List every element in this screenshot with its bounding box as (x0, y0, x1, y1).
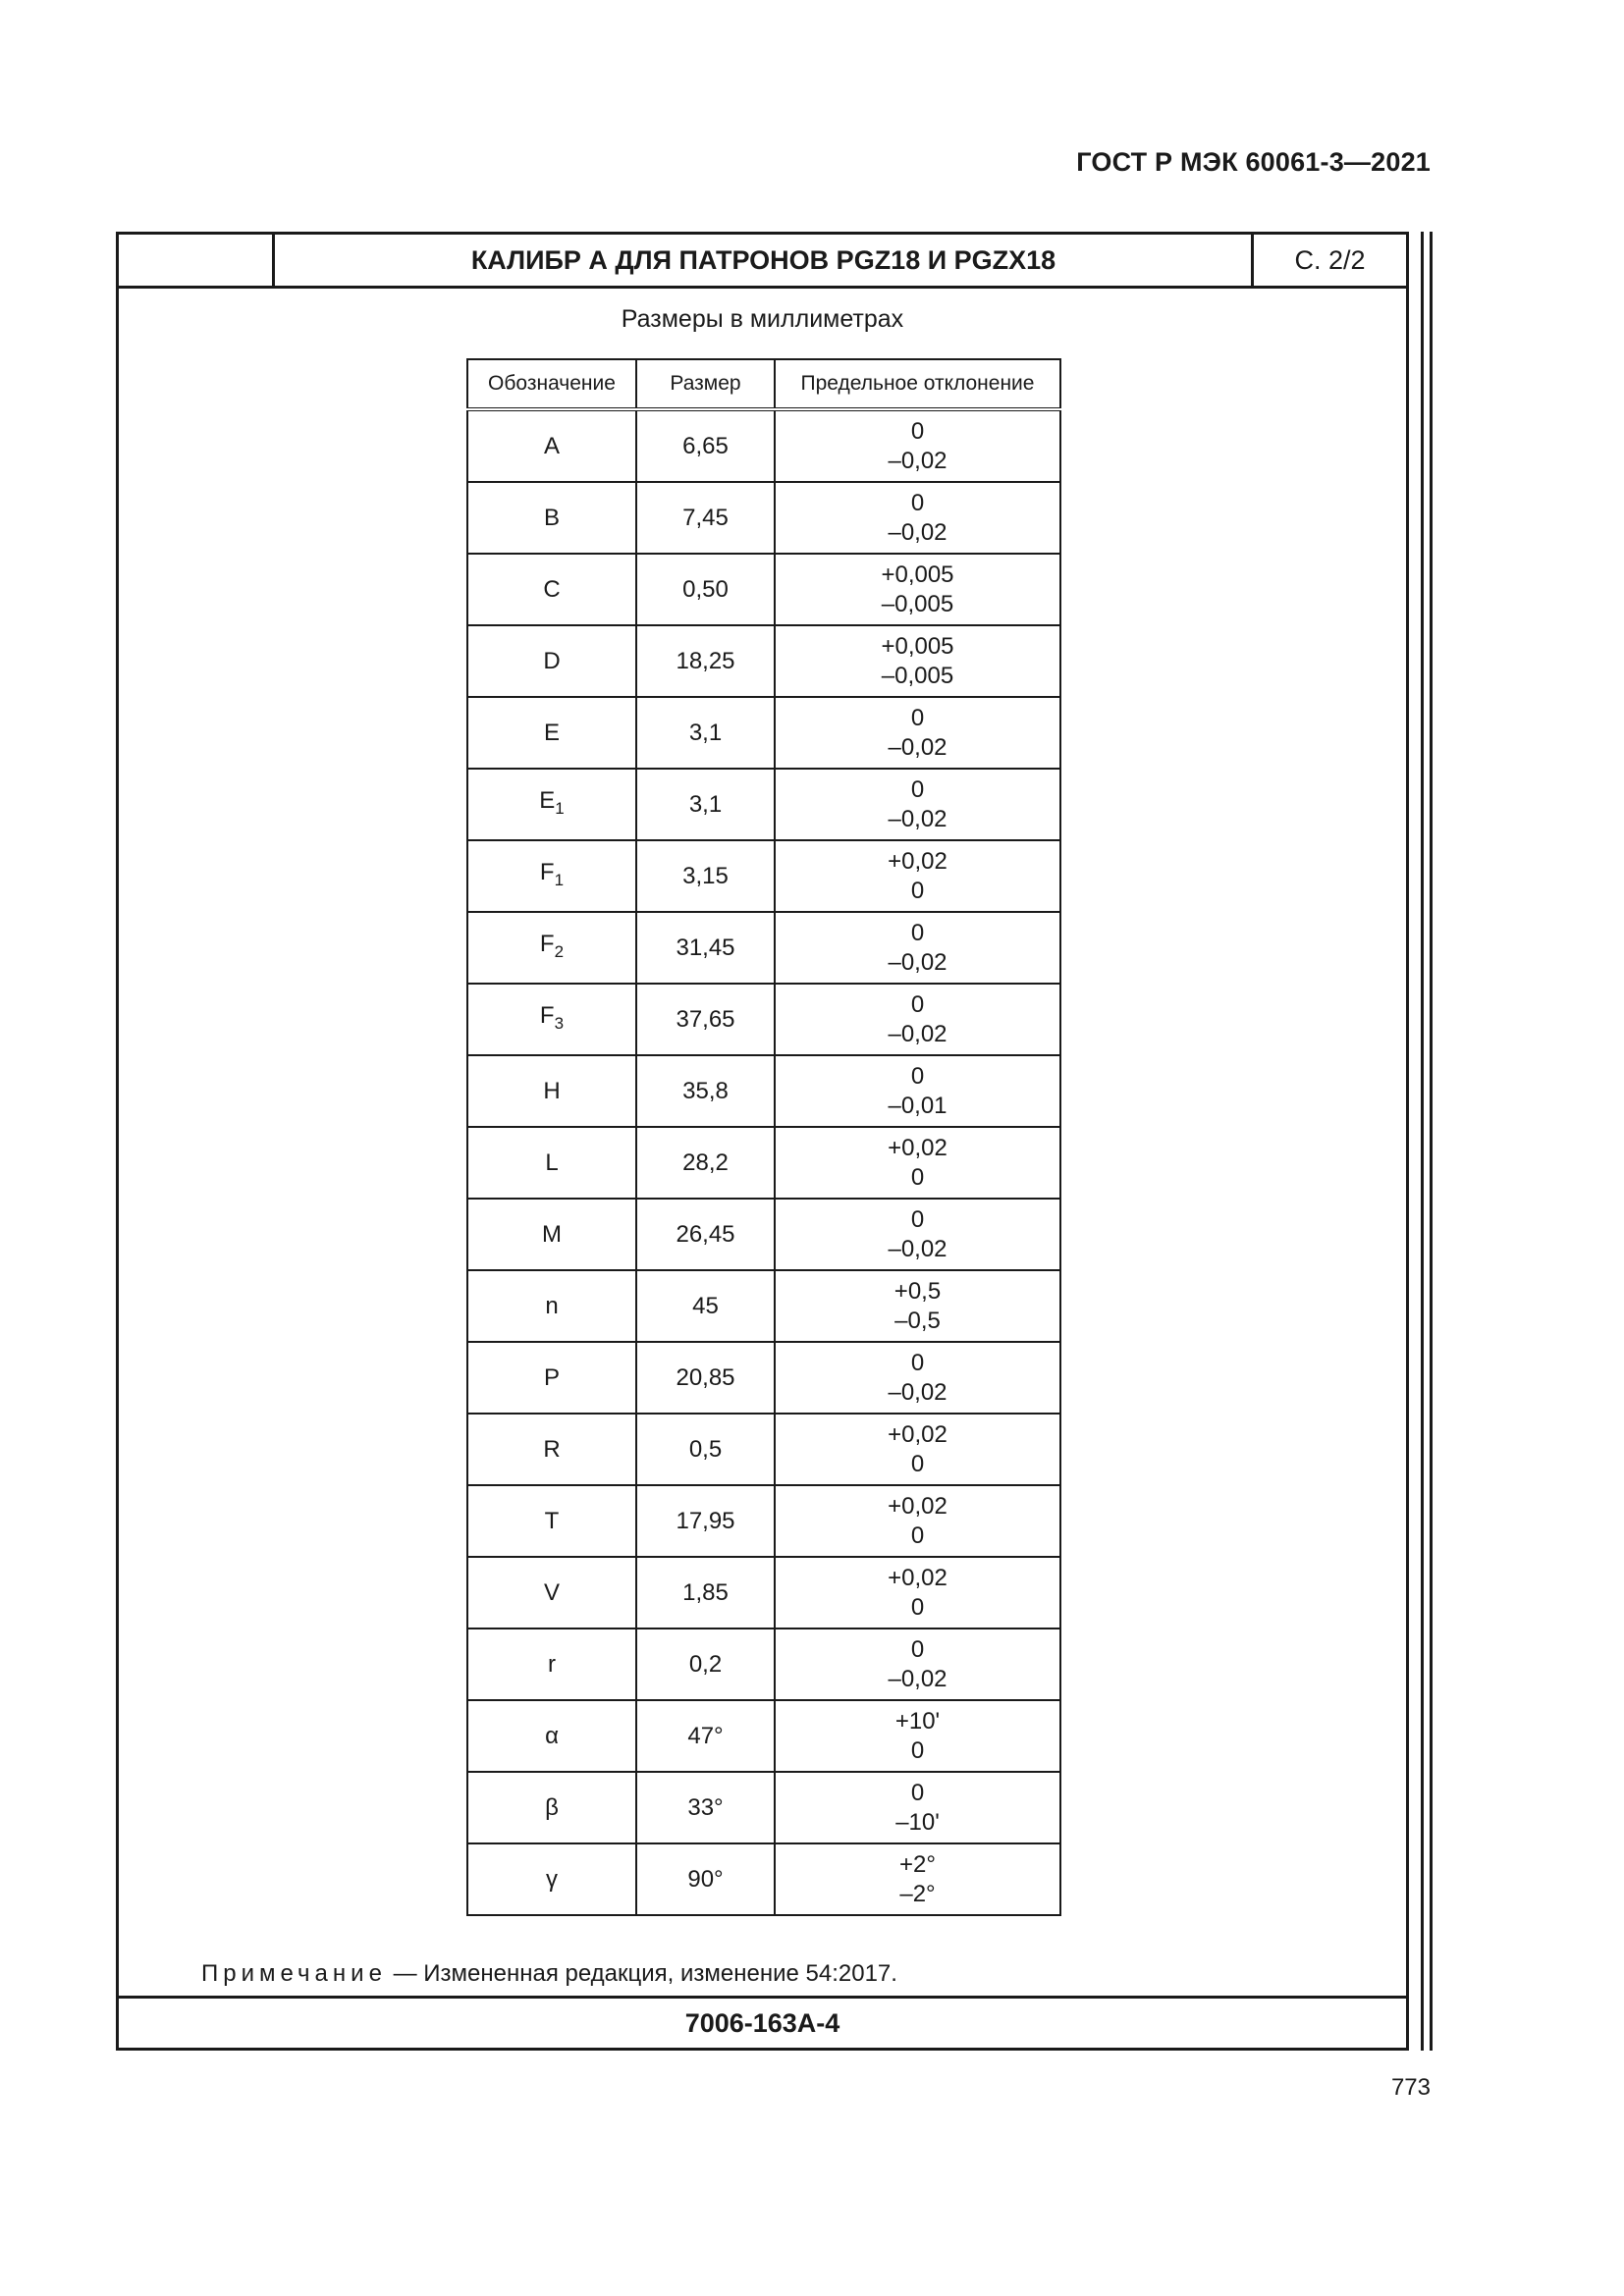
cell-size: 45 (636, 1270, 775, 1342)
tolerance-upper: 0 (910, 1779, 925, 1806)
cell-designation (467, 1055, 636, 1127)
cell-designation (467, 1414, 636, 1485)
cell-size: 20,85 (636, 1342, 775, 1414)
symbol: r (548, 1650, 556, 1678)
units-caption: Размеры в миллиметрах (621, 305, 904, 333)
symbol: E (543, 719, 560, 746)
cell-size: 0,2 (636, 1629, 775, 1700)
cell-designation (467, 1843, 636, 1915)
cell-size: 6,65 (636, 409, 775, 482)
tolerance-lower: 0 (910, 877, 925, 904)
cell-size: 3,15 (636, 840, 775, 912)
title-empty-cell (119, 235, 275, 286)
cell-size: 17,95 (636, 1485, 775, 1557)
symbol-subscript: 1 (554, 870, 565, 889)
tolerance-lower: –0,5 (894, 1307, 941, 1334)
cell-designation (467, 769, 636, 840)
tolerance-upper: 0 (910, 489, 925, 516)
cell-tolerance (775, 984, 1060, 1055)
table-row (467, 1414, 1060, 1485)
cell-size: 33° (636, 1772, 775, 1843)
symbol: V (543, 1578, 560, 1606)
title-block (119, 235, 1406, 289)
table-row (467, 482, 1060, 554)
cell-designation (467, 409, 636, 482)
cell-size: 35,8 (636, 1055, 775, 1127)
tolerance-upper: 0 (910, 775, 925, 803)
table-row (467, 697, 1060, 769)
tolerance-lower: –2° (899, 1880, 936, 1907)
tolerance-lower: –0,02 (888, 805, 947, 832)
cell-designation (467, 1485, 636, 1557)
table-row (467, 1127, 1060, 1199)
tolerance-lower: 0 (910, 1736, 925, 1764)
symbol: D (543, 647, 561, 674)
symbol: H (543, 1077, 561, 1104)
cell-size: 3,1 (636, 769, 775, 840)
cell-size: 0,50 (636, 554, 775, 625)
tolerance-lower: –0,02 (888, 1235, 947, 1262)
tolerance-upper: 0 (910, 417, 925, 445)
tolerance-upper: 0 (910, 1349, 925, 1376)
cell-designation (467, 840, 636, 912)
cell-designation (467, 1127, 636, 1199)
tolerance-upper: +10' (894, 1707, 941, 1735)
cell-tolerance (775, 697, 1060, 769)
cell-tolerance (775, 482, 1060, 554)
tolerance-lower: –0,02 (888, 518, 947, 546)
cell-designation (467, 1342, 636, 1414)
cell-tolerance (775, 1629, 1060, 1700)
tolerance-lower: 0 (910, 1593, 925, 1621)
tolerance-lower: –10' (895, 1808, 940, 1836)
cell-designation (467, 984, 636, 1055)
symbol: M (542, 1220, 562, 1248)
cell-size: 18,25 (636, 625, 775, 697)
table-row (467, 840, 1060, 912)
cell-size: 37,65 (636, 984, 775, 1055)
cell-designation (467, 1557, 636, 1629)
cell-tolerance (775, 769, 1060, 840)
frame-edge-line-2 (1430, 232, 1433, 2051)
note-text: — Измененная редакция, изменение 54:2017. (386, 1960, 897, 1987)
dimensions-table (466, 358, 1061, 1916)
sheet-title: КАЛИБР А ДЛЯ ПАТРОНОВ PGZ18 И PGZX18 (470, 245, 1056, 275)
tolerance-lower: –0,02 (888, 948, 947, 976)
symbol: R (543, 1435, 561, 1463)
cell-designation (467, 625, 636, 697)
symbol-subscript: 3 (554, 1013, 565, 1033)
tolerance-upper: +2° (899, 1850, 936, 1878)
cell-tolerance (775, 1772, 1060, 1843)
cell-designation (467, 1629, 636, 1700)
cell-designation (467, 1700, 636, 1772)
table-row (467, 1843, 1060, 1915)
cell-tolerance (775, 840, 1060, 912)
cell-tolerance (775, 554, 1060, 625)
tolerance-lower: –0,02 (888, 1665, 947, 1692)
tolerance-lower: 0 (910, 1522, 925, 1549)
cell-tolerance (775, 409, 1060, 482)
tolerance-upper: 0 (910, 919, 925, 946)
cell-tolerance (775, 1127, 1060, 1199)
symbol-subscript: 1 (555, 798, 565, 818)
table-row (467, 984, 1060, 1055)
cell-designation (467, 1199, 636, 1270)
cell-designation (467, 912, 636, 984)
page-number: 773 (1390, 2074, 1431, 2101)
frame-edge-line-1 (1421, 232, 1424, 2051)
tolerance-lower: –0,02 (888, 1020, 947, 1047)
table-header-row (467, 359, 1060, 409)
tolerance-lower: 0 (910, 1163, 925, 1191)
table-row (467, 625, 1060, 697)
tolerance-upper: 0 (910, 1635, 925, 1663)
symbol: β (545, 1793, 559, 1821)
tolerance-upper: 0 (910, 1062, 925, 1090)
cell-tolerance (775, 1270, 1060, 1342)
tolerance-lower: –0,005 (881, 590, 954, 617)
tolerance-lower: –0,02 (888, 733, 947, 761)
table-row (467, 409, 1060, 482)
cell-tolerance (775, 1843, 1060, 1915)
cell-tolerance (775, 1700, 1060, 1772)
symbol: n (545, 1292, 559, 1319)
cell-size: 0,5 (636, 1414, 775, 1485)
cell-designation (467, 697, 636, 769)
table-row (467, 1557, 1060, 1629)
table-row (467, 1055, 1060, 1127)
drawing-frame (116, 232, 1409, 2051)
symbol: P (543, 1363, 560, 1391)
tolerance-upper: 0 (910, 704, 925, 731)
cell-size: 28,2 (636, 1127, 775, 1199)
cell-size: 3,1 (636, 697, 775, 769)
note-label: Примечание (201, 1960, 387, 1987)
sheet-number: С. 2/2 (1251, 235, 1406, 286)
tolerance-upper: 0 (910, 1205, 925, 1233)
cell-designation (467, 1270, 636, 1342)
tolerance-lower: –0,01 (888, 1092, 947, 1119)
cell-tolerance (775, 1414, 1060, 1485)
header-size: Размер (636, 359, 775, 409)
symbol: γ (546, 1865, 558, 1893)
note (201, 1960, 897, 1988)
table-row (467, 1199, 1060, 1270)
header-tolerance: Предельное отклонение (775, 359, 1060, 409)
cell-size: 47° (636, 1700, 775, 1772)
tolerance-lower: 0 (910, 1450, 925, 1477)
cell-size: 90° (636, 1843, 775, 1915)
symbol: C (543, 575, 561, 603)
tolerance-upper: 0 (910, 990, 925, 1018)
cell-tolerance (775, 912, 1060, 984)
symbol: E (539, 786, 556, 814)
tolerance-upper: +0,02 (888, 1134, 947, 1161)
table-row (467, 912, 1060, 984)
cell-designation (467, 1772, 636, 1843)
cell-tolerance (775, 1485, 1060, 1557)
table-row (467, 769, 1060, 840)
cell-tolerance (775, 1557, 1060, 1629)
cell-size: 31,45 (636, 912, 775, 984)
standard-designation: ГОСТ Р МЭК 60061-3—2021 (1076, 147, 1431, 177)
table-row (467, 1342, 1060, 1414)
tolerance-upper: +0,02 (888, 1492, 947, 1520)
table-body (467, 409, 1060, 1915)
cell-designation (467, 482, 636, 554)
header-designation: Обозначение (467, 359, 636, 409)
drawing-number: 7006-163A-4 (119, 1996, 1406, 2048)
symbol: T (544, 1507, 560, 1534)
table-row (467, 554, 1060, 625)
symbol-subscript: 2 (554, 941, 565, 961)
cell-size: 7,45 (636, 482, 775, 554)
cell-designation (467, 554, 636, 625)
tolerance-upper: +0,005 (881, 632, 954, 660)
symbol: F (539, 858, 555, 885)
table-row (467, 1485, 1060, 1557)
tolerance-upper: +0,02 (888, 1564, 947, 1591)
cell-tolerance (775, 625, 1060, 697)
cell-size: 26,45 (636, 1199, 775, 1270)
table-row (467, 1270, 1060, 1342)
tolerance-lower: –0,005 (881, 662, 954, 689)
tolerance-upper: +0,02 (888, 847, 947, 875)
cell-tolerance (775, 1199, 1060, 1270)
symbol: L (545, 1148, 559, 1176)
symbol: F (539, 930, 555, 957)
symbol: α (545, 1722, 559, 1749)
tolerance-upper: +0,5 (893, 1277, 942, 1305)
table-row (467, 1629, 1060, 1700)
cell-tolerance (775, 1055, 1060, 1127)
symbol: F (539, 1001, 555, 1029)
table-row (467, 1700, 1060, 1772)
tolerance-upper: +0,02 (888, 1420, 947, 1448)
cell-tolerance (775, 1342, 1060, 1414)
symbol: A (543, 432, 560, 459)
tolerance-lower: –0,02 (888, 1378, 947, 1406)
cell-size: 1,85 (636, 1557, 775, 1629)
symbol: B (543, 504, 560, 531)
table-row (467, 1772, 1060, 1843)
tolerance-lower: –0,02 (888, 447, 947, 474)
tolerance-upper: +0,005 (881, 561, 954, 588)
